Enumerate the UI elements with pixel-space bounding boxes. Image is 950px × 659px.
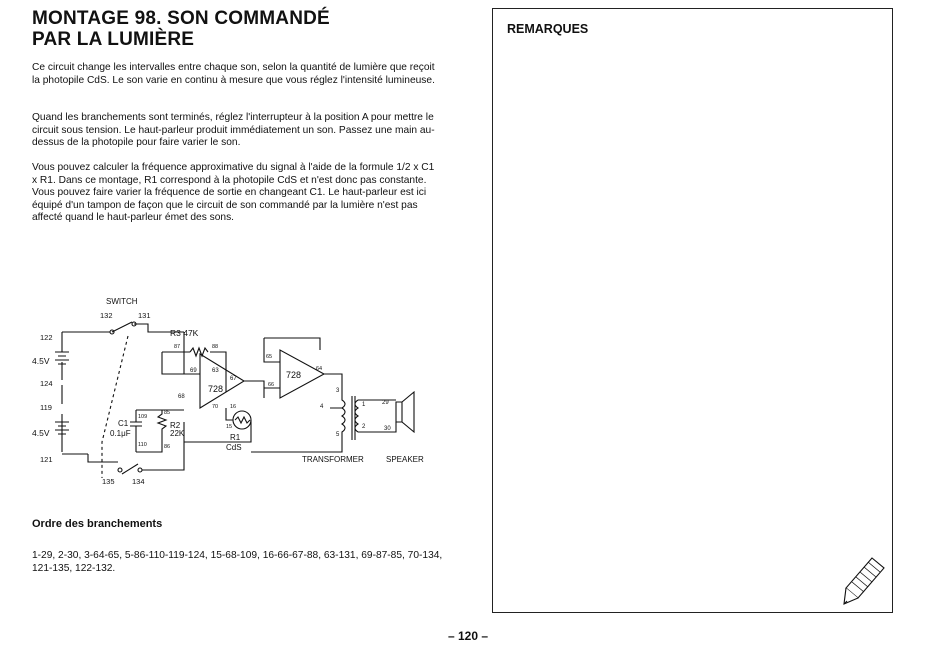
- paragraph-formula: Vous pouvez calculer la fréquence approximative du signal à l'aide de la formule 1/2 x C1 x R1. Dans ce montage, R1 correspond à la photopile CdS et n'est donc pas constante. Vous pouvez faire varier la fréquence de sortie en changeant C1. Le haut-parleur est ici équipé d'un tampon de façon que le circuit de son commandé par la lumière n'est pas affecté quand le haut-parleur émet des sons.: [32, 162, 435, 224]
- battery-top-label: 4.5V: [32, 356, 50, 366]
- terminal-122: 122: [40, 333, 53, 342]
- page-title: [32, 8, 452, 50]
- terminal-2: 2: [362, 424, 366, 430]
- terminal-85: 85: [164, 410, 171, 416]
- terminal-110: 110: [138, 442, 147, 448]
- transformer-label: TRANSFORMER: [302, 455, 364, 464]
- terminal-29: 29: [382, 400, 389, 406]
- terminal-87: 87: [174, 344, 181, 350]
- pencil-icon: [842, 556, 886, 608]
- terminal-15: 15: [226, 424, 233, 430]
- terminal-16: 16: [230, 404, 237, 410]
- terminal-132: 132: [100, 311, 113, 320]
- ic1-op-amp: [200, 354, 244, 408]
- title-line-1: MONTAGE 98. SON COMMANDÉ: [32, 8, 330, 29]
- paragraph-intro: Ce circuit change les intervalles entre chaque son, selon la quantité de lumière que reçoit la photopile CdS. Le son varie en continu à mesure que vous réglez l'intensité lumineuse.: [32, 62, 435, 86]
- c1-capacitor: [130, 422, 142, 426]
- terminal-131: 131: [138, 311, 151, 320]
- terminal-119: 119: [40, 403, 52, 412]
- page-number: – 120 –: [448, 629, 489, 643]
- terminal-69: 69: [190, 368, 197, 374]
- terminal-64: 64: [316, 366, 323, 372]
- ic1-label: 728: [208, 384, 224, 394]
- remarks-heading: REMARQUES: [507, 22, 589, 36]
- c1-value: 0.1μF: [110, 429, 131, 438]
- switch-top-blade: [112, 322, 132, 332]
- r2-value: 22K: [170, 429, 185, 438]
- terminal-3: 3: [336, 388, 340, 394]
- speaker-label: SPEAKER: [386, 455, 424, 464]
- remarks-box: [492, 8, 893, 613]
- terminal-86: 86: [164, 444, 171, 450]
- battery-bottom-label: 4.5V: [32, 428, 50, 438]
- terminal-88: 88: [212, 344, 219, 350]
- paragraph-instructions: Quand les branchements sont terminés, réglez l'interrupteur à la position A pour mettre le circuit sous tension. Le haut-parleur produit immédiatement un son. Passez une main au-dessus de la photopile pour faire varier le son.: [32, 112, 435, 149]
- terminal-67: 67: [230, 376, 237, 382]
- terminal-134: 134: [132, 477, 145, 486]
- terminal-124: 124: [40, 379, 53, 388]
- switch-label: SWITCH: [106, 297, 138, 306]
- wire-left-rail: [62, 332, 88, 454]
- terminal-109: 109: [138, 414, 148, 420]
- terminal-5: 5: [336, 432, 340, 438]
- connections-heading: Ordre des branchements: [32, 518, 163, 530]
- r3-label: R3 47K: [170, 328, 199, 338]
- terminal-65: 65: [266, 354, 273, 360]
- terminal-66: 66: [268, 382, 275, 388]
- wire-r3: [162, 332, 226, 384]
- r2-label: R2: [170, 421, 181, 430]
- c1-label: C1: [118, 419, 129, 428]
- speaker-symbol: [396, 392, 414, 432]
- terminal-135: 135: [102, 477, 115, 486]
- transformer-coil: [342, 392, 358, 442]
- terminal-121: 121: [40, 455, 53, 464]
- connections-list: 1-29, 2-30, 3-64-65, 5-86-110-119-124, 15-68-109, 16-66-67-88, 63-131, 69-87-85, 70-134, 121-135, 122-132.: [32, 550, 443, 574]
- terminal-68: 68: [178, 394, 185, 400]
- terminal-30: 30: [384, 426, 391, 432]
- r1-label: R1: [230, 433, 241, 442]
- terminal-4: 4: [320, 404, 324, 410]
- circuit-diagram: [30, 292, 450, 492]
- terminal-70: 70: [212, 404, 219, 410]
- wire-top-switch: [62, 324, 184, 332]
- switch-link: [102, 336, 128, 478]
- title-line-2: PAR LA LUMIÈRE: [32, 29, 195, 50]
- terminal-1: 1: [362, 402, 366, 408]
- terminal-63: 63: [212, 368, 219, 374]
- ic2-label: 728: [286, 370, 302, 380]
- r1-sub-label: CdS: [226, 443, 242, 452]
